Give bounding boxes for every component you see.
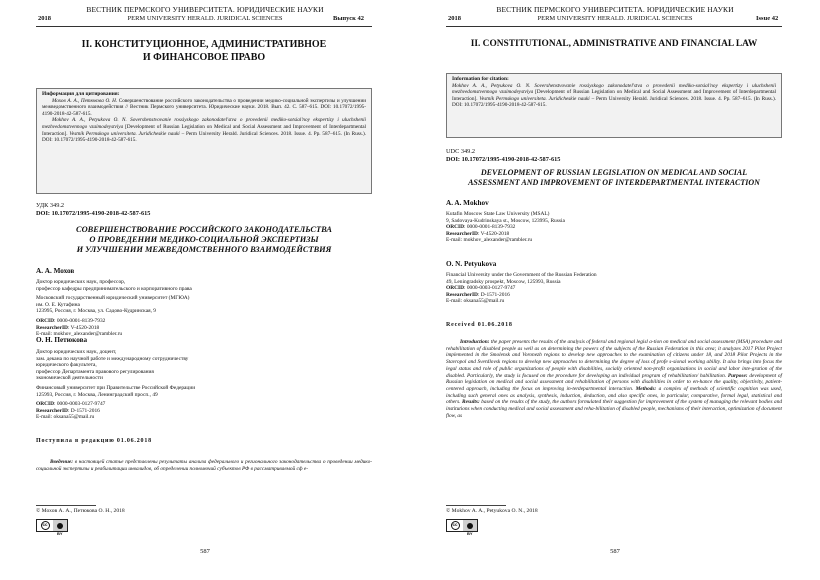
- cc-by-label: BY: [57, 531, 63, 536]
- cc-by-label: BY: [467, 531, 473, 536]
- header-journal-title: ВЕСТНИК ПЕРМСКОГО УНИВЕРСИТЕТА. ЮРИДИЧЕСКИЕ НАУКИ: [496, 5, 734, 14]
- citation-title: Информация для цитирования:: [42, 91, 120, 97]
- author2-info: Financial University under the Government of the Russian Federation 49, Leningradsky prospekt, Moscow, 125993, Russia ORCID: 0000-0003-0127-9747 ResearcherID: D-1571-2016 E-mail: oksana55@mail.ru: [446, 272, 782, 305]
- abstract-en: Introduction: the paper presents the results of the analysis of federal and regional legisl a-tion on medical and social assessment (MSA) procedure and rehabilitation of disabled people as well as on determining the powers of the subjects of the Russian Federation in this area; it analyzes 2017 Pilot Project implemented in the Smolensk and Voronezh regions to develop new approaches to the examination of citizens under 18, and 2018 Pilot Projects in the Stavropol and Sverdlovsk regions to develop new approaches to determining the degree of loss of profe s-sional working ability. It also brings into focus the legal status and role of public organizations of people with disabilities, socially oriented non-profit organizations in social and labor inte-gration of the disabled. Particularly, the study is focused on the procedure for developing an individual program of rehabilitation/ habilitation. Purpose: development of Russian legislation on medical and social assessment and rehabilitation of persons with disabilities in order to en-hance the quality, objectivity, patient-centered approach, including the focus on improving in-terdepartmental interaction. Methods: a complex of methods of scientific cognition was used, including such general ones as analysis, synthesis, induction, deduction, and also specific ones, in particular, comparative, formal legal, statistical and others. Results: based on the results of the study, the authors formulated their suggestion for improvement of the system of managing the relevant bodies and institutions when conducting medical and social assessment and reha-bilitation of disabled people, mechanisms of their interaction, optimization of document flow, as: [446, 339, 783, 419]
- page-number: 587: [610, 548, 620, 555]
- udc-code: UDC 349.2: [446, 148, 476, 155]
- section-heading: II. CONSTITUTIONAL, ADMINISTRATIVE AND FINANCIAL LAW: [470, 39, 758, 49]
- received-date: Поступила в редакцию 01.06.2018: [36, 438, 152, 444]
- person-icon: [57, 523, 63, 529]
- author1-email: E-mail: mokhov_alexander@rambler.ru: [446, 237, 533, 244]
- header-journal-title-en: PERM UNIVERSITY HERALD. JURIDICAL SCIENCES: [127, 15, 283, 22]
- footnote-divider: [36, 505, 96, 506]
- header-year: 2018: [38, 15, 51, 22]
- received-date: Received 01.06.2018: [446, 322, 513, 328]
- author1-name: А. А. Мохов: [36, 267, 75, 275]
- header-year: 2018: [448, 15, 461, 22]
- cc-by-license-icon: cc: [36, 519, 68, 532]
- copyright: © Mokhov A. A., Petyukova O. N., 2018: [446, 508, 538, 514]
- author2-email: E-mail: oksana55@mail.ru: [446, 298, 505, 305]
- citation-en: Mokhov A. A., Petyukova O. N. Sovershenstvovanie rossiyskogo zakonodatel'stva o provedenii mediko-sotsial'noy ekspertizy i uluchshenii mezhvedomstvennogo vzaimodeystviya [Development of Russian Legislation on Medical and Social Assessment and Improvement of Interdepartmental Interaction]. Vestnik Permskogo universiteta. Juridicheskie nauki – Perm University Herald. Juridical Sciences. 2018. Issue. 4. Pp. 587–615. (In Russ.). DOI: 10.17072/1995-4190-2018-42-587-615.: [452, 82, 777, 109]
- person-icon: [467, 523, 473, 529]
- right-page: [410, 0, 820, 580]
- header-issue: Выпуск 42: [333, 15, 364, 22]
- citation-box: [36, 88, 372, 194]
- author2-name: О. Н. Петюкова: [36, 336, 88, 344]
- udk-code: УДК 349.2: [36, 202, 65, 209]
- article-title: DEVELOPMENT OF RUSSIAN LEGISLATION ON MEDICAL AND SOCIAL ASSESSMENT AND IMPROVEMENT OF INTERDEPARTMENTAL INTERACTION: [468, 168, 760, 187]
- header-divider: [446, 26, 782, 27]
- author2-info: Доктор юридических наук, доцент, зам. декана по научной работе и международному сотрудничеству юридического факультета, профессор Департамента правового регулирования экономической деятельности Финансовый университет при Правительстве Российской Федерации 125993, Россия, г. Москва, Ленинградский просп., 49 ORCID: 0000-0003-0127-9747 ResearcherID: D-1571-2016 E-mail: oksana55@mail.ru: [36, 349, 372, 421]
- article-title: СОВЕРШЕНСТВОВАНИЕ РОССИЙСКОГО ЗАКОНОДАТЕЛЬСТВА О ПРОВЕДЕНИИ МЕДИКО-СОЦИАЛЬНОЙ ЭКСПЕРТИЗЫ И УЛУЧШЕНИИ МЕЖВЕДОМСТВЕННОГО ВЗАИМОДЕЙСТВИЯ: [76, 225, 332, 254]
- citation-ru: Мохов А. А., Петюкова О. Н. Совершенствование российского законодательства о проведении медико-социальной экспертизы и улучшении межведомственного взаимодействия // Вестник Пермского университета. Юридические науки. 2018. Вып. 42. C. 587–615. DOI: 10.17072/1995-4190-2018-42-587-615.: [42, 97, 367, 117]
- header-journal-title: ВЕСТНИК ПЕРМСКОГО УНИВЕРСИТЕТА. ЮРИДИЧЕСКИЕ НАУКИ: [86, 5, 324, 14]
- author2-email: E-mail: oksana55@mail.ru: [36, 414, 95, 421]
- author1-name: A. A. Mokhov: [446, 199, 489, 207]
- doi: DOI: 10.17072/1995-4190-2018-42-587-615: [36, 210, 151, 217]
- page-number: 587: [200, 548, 210, 555]
- citation-box: [446, 73, 782, 138]
- header-journal-title-en: PERM UNIVERSITY HERALD. JURIDICAL SCIENCES: [537, 15, 693, 22]
- header-divider: [36, 26, 372, 27]
- abstract-ru: Введение: в настоящей статье представлены результаты анализа федерального и регионального законодательства о проведении медико-социальной экспертизы и реабилитации инвалидов, об определении полномочий субъектов РФ в рассматриваемой сф е-: [36, 459, 372, 472]
- udc-block: [446, 148, 560, 164]
- author1-info: Доктор юридических наук, профессор, профессор кафедры предпринимательского и корпоративного права Московский государственный юридический университет (МГЮА) им. О. Е. Кутафина 123995, Россия, г. Москва, ул. Садово-Кудринская, 9 ORCID: 0000-0001-8139-7932 ResearcherID: V-4520-2018 E-mail: mokhov_alexander@rambler.ru: [36, 279, 372, 338]
- section-heading: II. КОНСТИТУЦИОННОЕ, АДМИНИСТРАТИВНОЕ И ФИНАНСОВОЕ ПРАВО: [81, 39, 327, 63]
- udk-block: [36, 202, 150, 218]
- citation-title: Information for citation:: [452, 76, 509, 82]
- author1-info: Kutafin Moscow State Law University (MSAL) 9, Sadovaya-Kudrinskaya st., Moscow, 123995, Russia ORCID: 0000-0001-8139-7932 ResearcherID: V-4520-2018 E-mail: mokhov_alexander@rambler.ru: [446, 211, 782, 244]
- author2-name: O. N. Petyukova: [446, 260, 497, 268]
- doi: DOI: 10.17072/1995-4190-2018-42-587-615: [446, 156, 561, 163]
- author1-email: E-mail: mokhov_alexander@rambler.ru: [36, 331, 123, 338]
- citation-en: Mokhov A. A., Petyukova O. N. Sovershenstvovanie rossiyskogo zakonodatel'stva o provedenii mediko-sotsial'noy ekspertizy i uluchshenii mezhvedomstvennogo vzaimodeystviya [Development of Russian Legislation on Medical and Social Assessment and Improvement of Interdepartmental Interaction]. Vestnik Permskogo universiteta. Juridicheskie nauki – Perm University Herald. Juridical Sciences. 2018. Issue. 4. Pp. 587–615. (In Russ.). DOI: 10.17072/1995-4190-2018-42-587-615.: [42, 117, 367, 144]
- copyright: © Мохов А. А., Петюкова О. Н., 2018: [36, 508, 125, 514]
- cc-by-license-icon: cc: [446, 519, 478, 532]
- header-issue: Issue 42: [756, 15, 779, 22]
- footnote-divider: [446, 505, 506, 506]
